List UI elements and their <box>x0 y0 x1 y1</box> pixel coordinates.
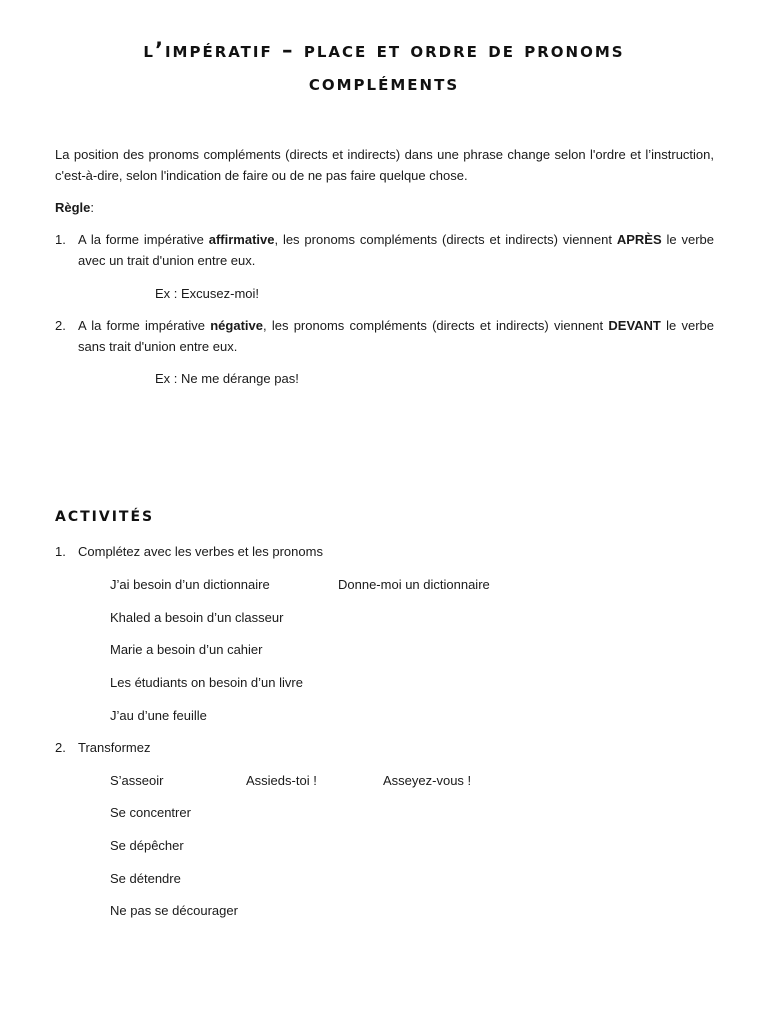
exercise-answer-plural: Asseyez-vous ! <box>383 773 472 788</box>
exercise-line: Se dépêcher <box>110 838 184 853</box>
exercise-line: Ne pas se décourager <box>110 903 238 918</box>
title-line-1: l’impératif – place et ordre de pronoms <box>143 38 625 62</box>
rule-number: 1. <box>55 232 66 247</box>
title-line-2: compléments <box>308 71 460 95</box>
exercise-line: J’au d’une feuille <box>110 708 207 723</box>
exercise-line: S’asseoir Assieds-toi ! Asseyez-vous ! <box>110 770 163 791</box>
exercise-answer: Donne-moi un dictionnaire <box>338 577 490 592</box>
activity-1-instruction: 1. Complétez avec les verbes et les pronoms <box>55 544 323 559</box>
activities-heading: activités <box>55 502 155 526</box>
rule-text: A la forme impérative affirmative, les pronoms compléments (directs et indirects) viennent APRÈS le verbe avec un trait d'union entre eux. <box>78 232 714 268</box>
rule-example-2: Ex : Ne me dérange pas! <box>155 371 299 386</box>
intro-paragraph: La position des pronoms compléments (directs et indirects) dans une phrase change selon l'ordre et l’instruction, c'est-à-dire, selon l'indication de faire ou de ne pas faire quelque chose. <box>55 147 714 183</box>
exercise-line: Se détendre <box>110 871 181 886</box>
rule-item-2 <box>55 315 714 357</box>
activity-2-instruction: 2. Transformez <box>55 740 151 755</box>
rule-item-1 <box>55 229 714 271</box>
page-title <box>40 34 728 100</box>
exercise-line: Se concentrer <box>110 805 191 820</box>
exercise-line: Khaled a besoin d’un classeur <box>110 610 284 625</box>
rule-example-1: Ex : Excusez-moi! <box>155 286 260 301</box>
rule-number: 2. <box>55 318 66 333</box>
rule-label: Règle: <box>55 200 95 215</box>
exercise-answer: Assieds-toi ! <box>246 773 317 788</box>
exercise-line: Marie a besoin d’un cahier <box>110 642 263 657</box>
exercise-line: Les étudiants on besoin d’un livre <box>110 675 303 690</box>
rule-text: A la forme impérative négative, les pronoms compléments (directs et indirects) viennent DEVANT le verbe sans trait d'union entre eux. <box>78 318 714 354</box>
exercise-line: J’ai besoin d’un dictionnaire Donne-moi un dictionnaire <box>110 574 270 595</box>
